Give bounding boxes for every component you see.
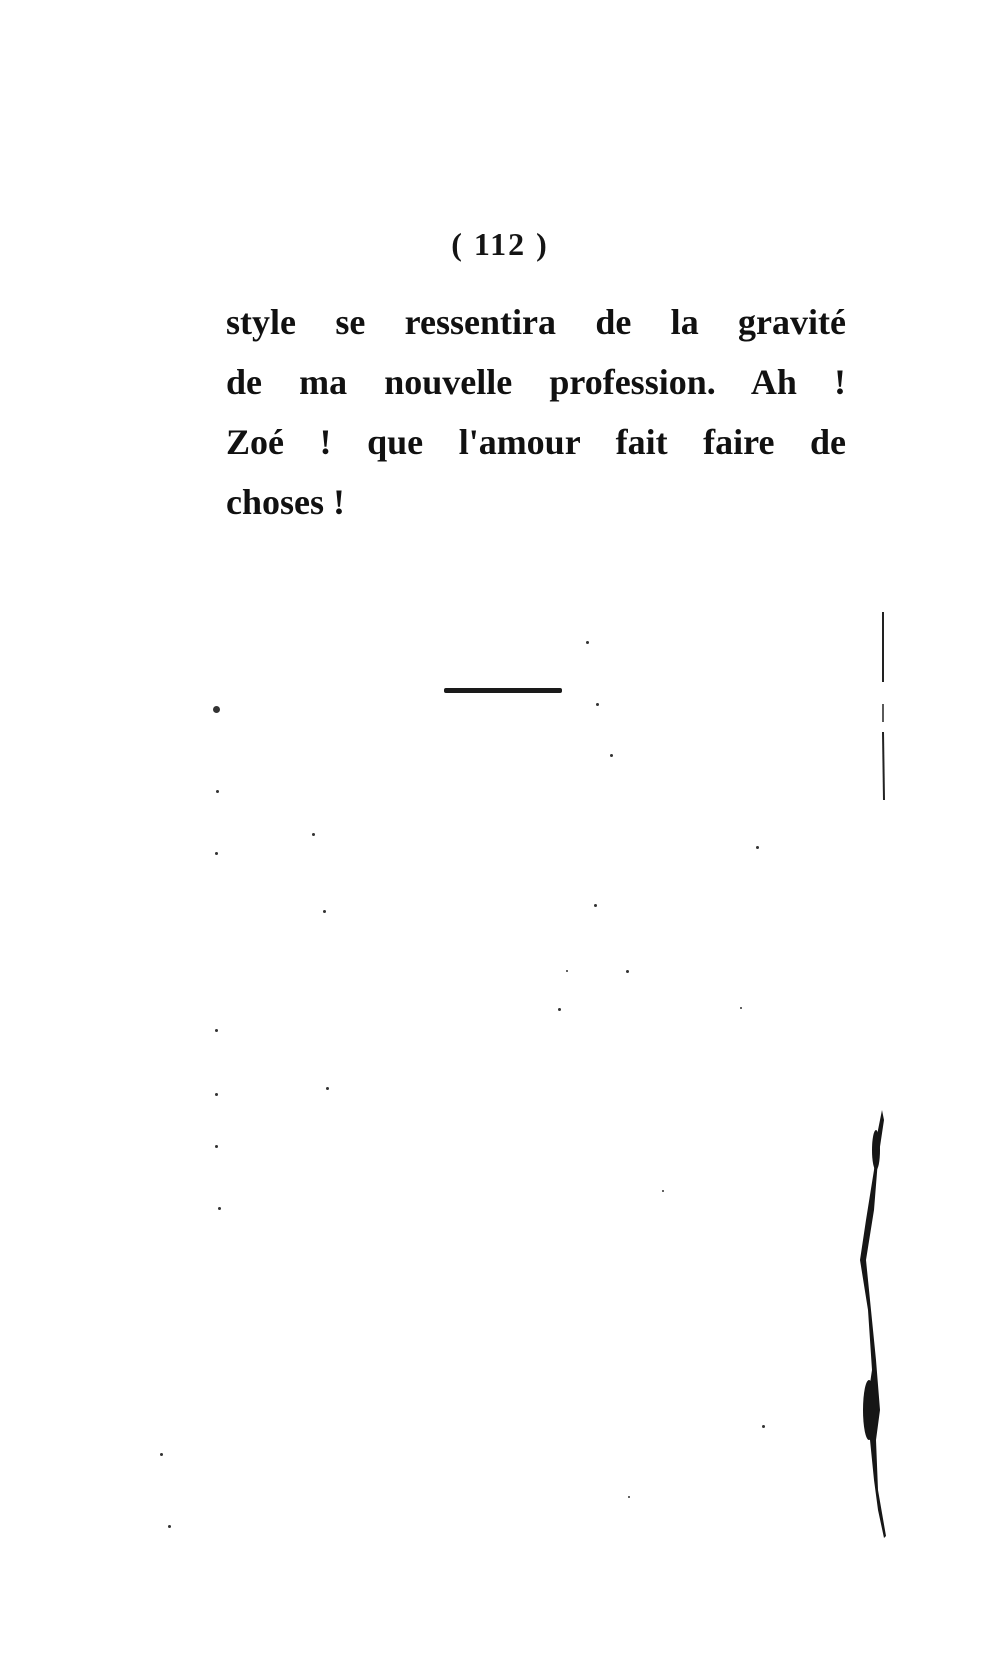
scan-speck [218, 1207, 221, 1210]
scan-speck [594, 904, 597, 907]
text-line-1: style se ressentira de la gravité [226, 302, 846, 342]
scan-speck [215, 852, 218, 855]
scan-speck [740, 1007, 742, 1009]
scan-speck [326, 1087, 329, 1090]
page-edge-line-upper [878, 612, 888, 802]
scan-speck [662, 1190, 664, 1192]
scan-speck [216, 790, 219, 793]
scan-speck [628, 1496, 630, 1498]
scan-speck [215, 1145, 218, 1148]
scan-speck [323, 910, 326, 913]
scan-speck [215, 1029, 218, 1032]
section-end-rule [444, 688, 562, 693]
scan-speck [626, 970, 629, 973]
body-text [226, 292, 846, 532]
scan-speck [756, 846, 759, 849]
scan-speck [596, 703, 599, 706]
page-edge-tear-lower [848, 1110, 894, 1540]
scan-speck [566, 970, 568, 972]
scan-speck [168, 1525, 171, 1528]
scan-speck [762, 1425, 765, 1428]
text-line-4: choses ! [226, 482, 345, 522]
text-line-3: Zoé ! que l'amour fait faire de [226, 422, 846, 462]
scan-speck [213, 706, 220, 713]
scan-speck [586, 641, 589, 644]
text-line-2: de ma nouvelle profession. Ah ! [226, 362, 846, 402]
scan-speck [160, 1453, 163, 1456]
scan-speck [215, 1093, 218, 1096]
scan-speck [558, 1008, 561, 1011]
scan-speck [312, 833, 315, 836]
page-number: ( 112 ) [451, 226, 549, 262]
scan-speck [610, 754, 613, 757]
